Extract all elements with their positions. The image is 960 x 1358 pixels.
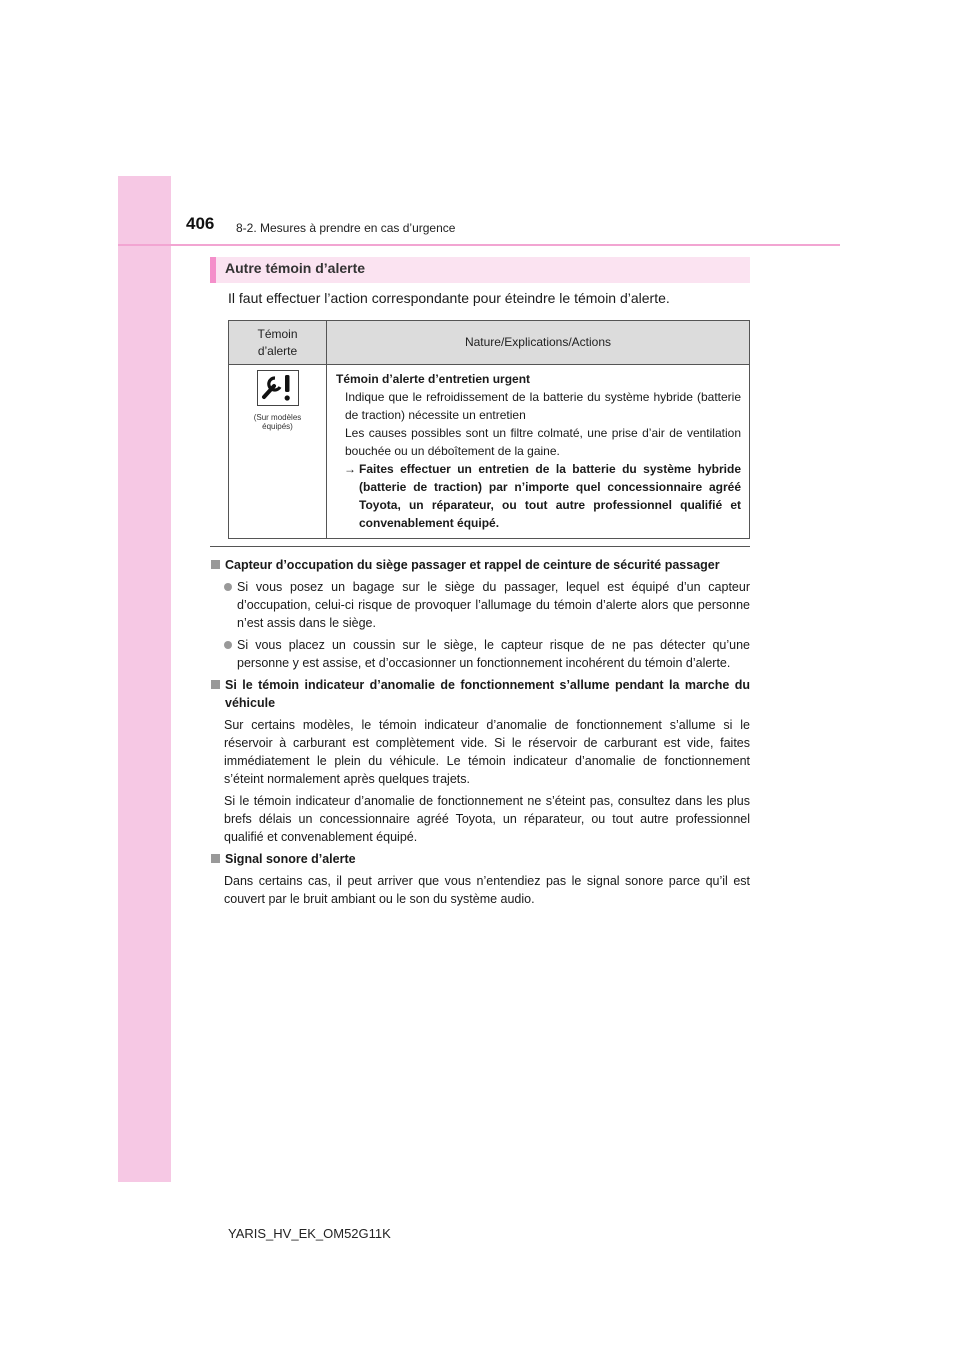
note-heading-text: Capteur d’occupation du siège passager et rappel de ceinture de sécurité passager — [225, 558, 720, 572]
square-bullet-icon — [211, 560, 220, 569]
section-divider — [210, 546, 750, 547]
notes-section — [210, 556, 750, 912]
header-rule — [118, 244, 840, 246]
paragraph: Sur certains modèles, le témoin indicateur d’anomalie de fonctionnement s’allume si le réservoir à carburant est complètement vide. Si le réservoir de carburant est vide, faites immédiatement le plein du véhicule. Le témoin indicateur d’anomalie de fonctionnement s’éteint normalement après quelques trajets. — [224, 718, 750, 786]
icon-cell — [229, 365, 327, 539]
arrow-icon: → — [344, 462, 356, 476]
circle-bullet-icon — [224, 641, 232, 649]
note-heading — [210, 676, 750, 712]
header-nature: Nature/Explications/Actions — [327, 321, 750, 365]
warning-title: Témoin d’alerte d’entretien urgent — [336, 372, 531, 386]
table-header-row — [229, 321, 750, 365]
document-code: YARIS_HV_EK_OM52G11K — [228, 1226, 391, 1241]
circle-bullet-icon — [224, 583, 232, 591]
note-heading — [210, 556, 750, 574]
side-tab-band — [118, 176, 171, 1182]
description-cell — [327, 365, 750, 539]
section-title: 8-2. Mesures à prendre en cas d’urgence — [236, 221, 456, 235]
subsection-title: Autre témoin d’alerte — [225, 260, 366, 276]
hybrid-battery-maintenance-warning-icon — [257, 370, 299, 406]
list-item — [210, 578, 750, 632]
warning-causes: Les causes possibles sont un filtre colmaté, une prise d’air de ventilation bouchée ou un déboîtement de la gaine. — [345, 426, 741, 458]
note-heading — [210, 850, 750, 868]
paragraph: Dans certains cas, il peut arriver que vous n’entendiez pas le signal sonore parce qu’il est couvert par le bruit ambiant ou le son du système audio. — [224, 874, 750, 906]
list-item-text: Si vous placez un coussin sur le siège, le capteur risque de ne pas détecter qu’une personne y est assise, et d’occasionner un fonctionnement incohérent du témoin d’alerte. — [237, 638, 750, 670]
icon-note: (Sur modèles équipés) — [253, 413, 302, 431]
note-heading-text: Si le témoin indicateur d’anomalie de fonctionnement s’allume pendant la marche du véhicule — [225, 678, 750, 710]
warning-explanation: Indique que le refroidissement de la batterie du système hybride (batterie de traction) nécessite un entretien — [345, 390, 741, 422]
page-number: 406 — [186, 214, 215, 233]
list-item-text: Si vous posez un bagage sur le siège du passager, lequel est équipé d’un capteur d’occupation, celui-ci risque de provoquer l’allumage du témoin d’alerte alors que personne n’est assis dans le siège. — [237, 580, 750, 630]
note-heading-text: Signal sonore d’alerte — [225, 852, 356, 866]
square-bullet-icon — [211, 680, 220, 689]
subsection-heading — [210, 257, 750, 283]
intro-text: Il faut effectuer l’action correspondante pour éteindre le témoin d’alerte. — [228, 290, 670, 306]
action-text: Faites effectuer un entretien de la batterie du système hybride (batterie de traction) par n’importe quel concessionnaire agréé Toyota, un réparateur, ou tout autre professionnel qualifié et convenablement équipé. — [359, 462, 741, 530]
square-bullet-icon — [211, 854, 220, 863]
paragraph: Si le témoin indicateur d’anomalie de fonctionnement ne s’éteint pas, consultez dans les plus brefs délais un concessionnaire agréé Toyota, un réparateur, ou tout autre professionnel qualifié et convenablement équipé. — [224, 794, 750, 844]
list-item — [210, 636, 750, 672]
warning-light-table — [228, 320, 750, 539]
warning-action — [336, 460, 741, 532]
header-warning-light: Témoin d’alerte — [229, 321, 327, 365]
table-row — [229, 365, 750, 539]
